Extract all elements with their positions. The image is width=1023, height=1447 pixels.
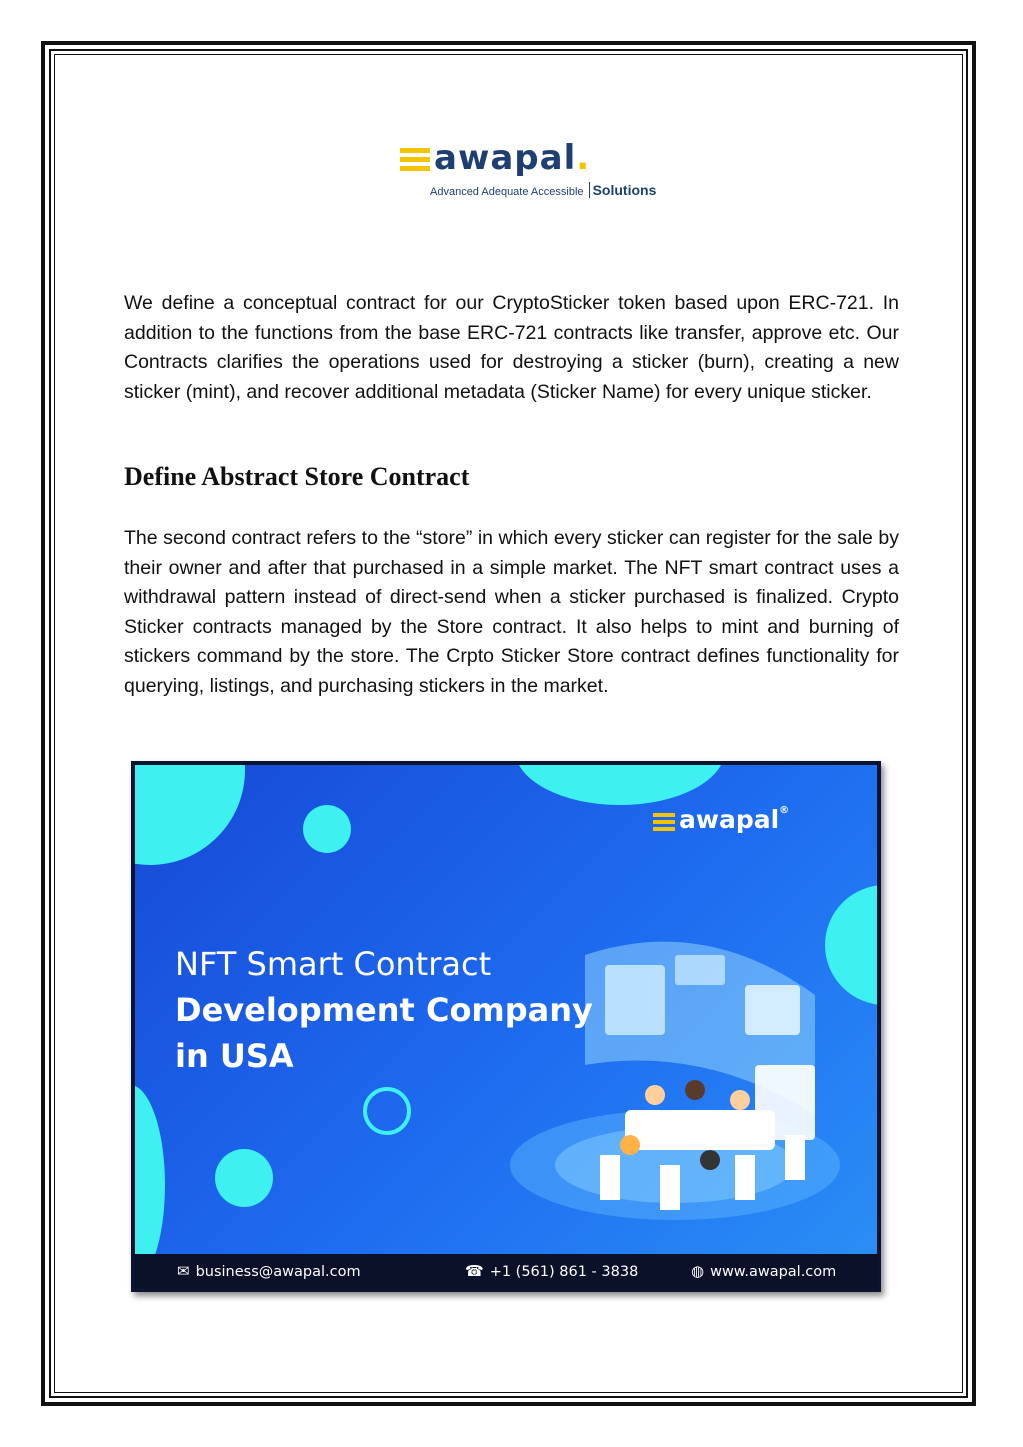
banner-logo-bars-icon — [653, 813, 675, 834]
decor-circle — [303, 805, 351, 853]
intro-paragraph: We define a conceptual contract for our CryptoSticker token based upon ERC-721. In addition to the functions from the base ERC-721 contracts like transfer, approve etc. Our Contracts clarifies the operations used for destroying a sticker (burn), creating a new sticker (mint), and recover additional metadata (Sticker Name) for every unique sticker. — [124, 292, 899, 403]
awapal-logo — [400, 138, 657, 202]
banner-contact-bar — [135, 1254, 877, 1288]
logo-wordmark: awapal. — [434, 138, 591, 178]
envelope-icon: ✉ — [177, 1262, 190, 1280]
banner-background — [135, 765, 877, 1254]
contact-website: ◍ www.awapal.com — [691, 1262, 837, 1280]
promo-banner-image — [131, 761, 881, 1292]
globe-icon: ◍ — [691, 1262, 705, 1280]
section-heading: Define Abstract Store Contract — [124, 462, 470, 491]
decor-circle — [135, 1085, 165, 1254]
decor-ring — [363, 1087, 411, 1135]
banner-title — [175, 941, 593, 1079]
decor-circle — [515, 765, 725, 805]
banner-title-line1: NFT Smart Contract — [175, 945, 492, 983]
logo-tagline-strong: Solutions — [589, 182, 657, 198]
decor-circle — [135, 765, 245, 865]
banner-title-line3: in USA — [175, 1037, 294, 1075]
contact-email: ✉ business@awapal.com — [177, 1262, 361, 1280]
decor-circle — [215, 1149, 273, 1207]
logo-bars-icon — [400, 148, 430, 175]
phone-icon: ☎ — [465, 1262, 484, 1280]
store-contract-paragraph: The second contract refers to the “store” in which every sticker can register for the sale by their owner and after that purchased in a simple market. The NFT smart contract uses a withdrawal pattern instead of direct-send when a sticker purchased is finalized. Crypto Sticker contracts managed by the Store contract. It also helps to mint and burning of stickers command by the store. The Crpto Sticker Store contract defines functionality for querying, listings, and purchasing stickers in the market. — [124, 527, 899, 697]
banner-title-line2: Development Company — [175, 991, 593, 1029]
contact-phone: ☎ +1 (561) 861 - 3838 — [465, 1262, 639, 1280]
banner-logo-wordmark: awapal® — [679, 805, 790, 834]
logo-tagline: Advanced Adequate Accessible Solutions — [430, 182, 657, 198]
